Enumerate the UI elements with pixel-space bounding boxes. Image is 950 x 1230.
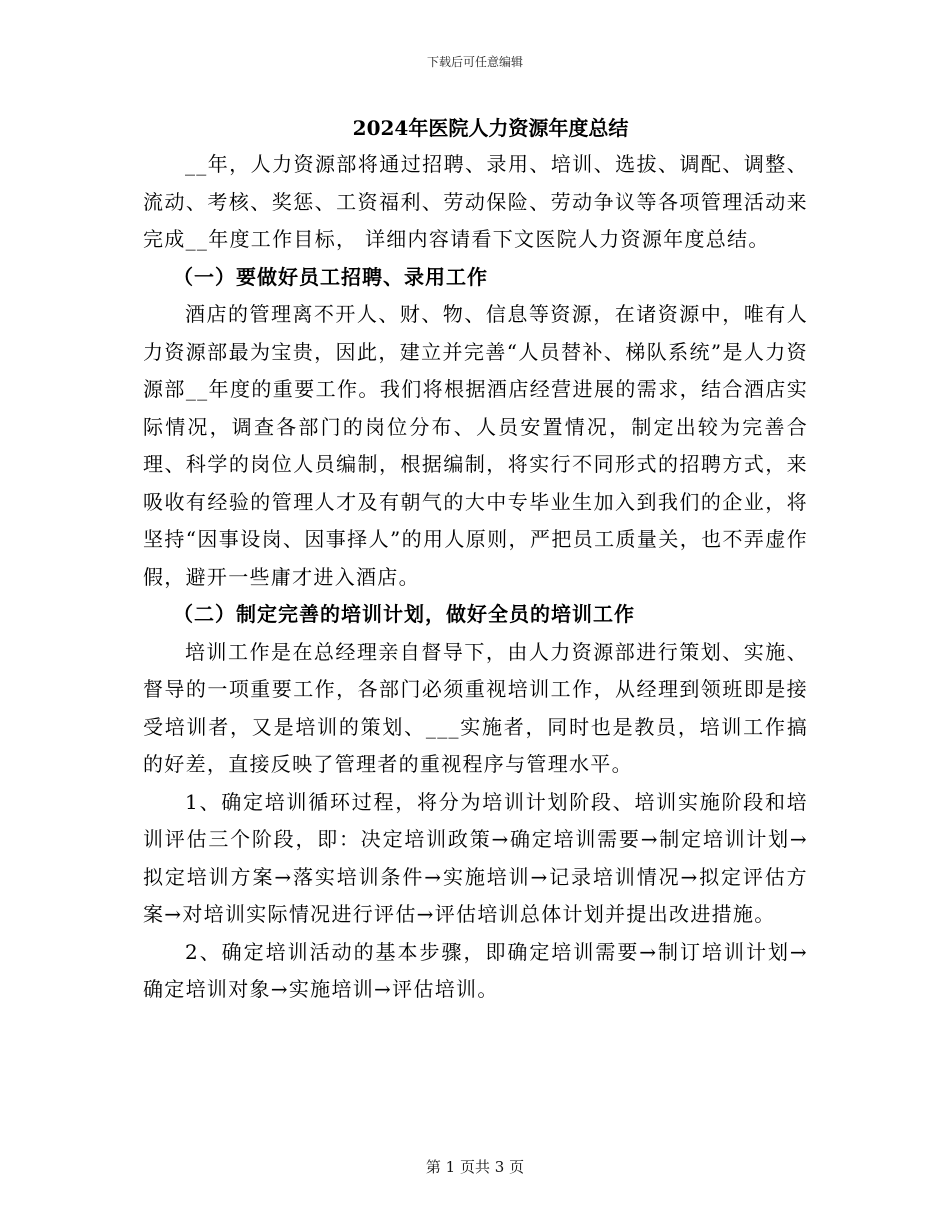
document-body bbox=[143, 110, 808, 1009]
training-paragraph: 培训工作是在总经理亲自督导下，由人力资源部进行策划、实施、督导的一项重要工作，各部门必须重视培训工作，从经理到领班即是接受培训者，又是培训的策划、___实施者，同时也是教员，培训工作搞的好差，直接反映了管理者的重视程序与管理水平。 bbox=[143, 639, 808, 776]
section-heading-recruitment: （一）要做好员工招聘、录用工作 bbox=[173, 264, 488, 289]
training-item-2: 2、确定培训活动的基本步骤，即确定培训需要→制订培训计划→确定培训对象→实施培训→评估培训。 bbox=[143, 939, 808, 1001]
training-item-1: 1、确定培训循环过程，将分为培训计划阶段、培训实施阶段和培训评估三个阶段，即：决定培训政策→确定培训需要→制定培训计划→拟定培训方案→落实培训条件→实施培训→记录培训情况→拟定评估方案→对培训实际情况进行评估→评估培训总体计划并提出改进措施。 bbox=[143, 789, 808, 926]
header-note: 下载后可任意编辑 bbox=[426, 55, 523, 69]
section-heading-training: （二）制定完善的培训计划，做好全员的培训工作 bbox=[173, 602, 635, 626]
page-number: 第 1 页共 3 页 bbox=[425, 1158, 525, 1176]
intro-paragraph: __年，人力资源部将通过招聘、录用、培训、选拔、调配、调整、流动、考核、奖惩、工资福利、劳动保险、劳动争议等各项管理活动来完成__年度工作目标， 详细内容请看下文医院人力资源年度总结。 bbox=[143, 152, 808, 251]
recruitment-paragraph: 酒店的管理离不开人、财、物、信息等资源，在诸资源中，唯有人力资源部最为宝贵，因此，建立并完善“人员替补、梯队系统”是人力资源部__年度的重要工作。我们将根据酒店经营进展的需求，结合酒店实际情况，调查各部门的岗位分布、人员安置情况，制定出较为完善合理、科学的岗位人员编制，根据编制，将实行不同形式的招聘方式，来吸收有经验的管理人才及有朝气的大中专毕业生加入到我们的企业，将坚持“因事设岗、因事择人”的用人原则，严把员工质量关，也不弄虚作假，避开一些庸才进入酒店。 bbox=[143, 302, 808, 589]
document-title: 2024年医院人力资源年度总结 bbox=[352, 116, 629, 140]
